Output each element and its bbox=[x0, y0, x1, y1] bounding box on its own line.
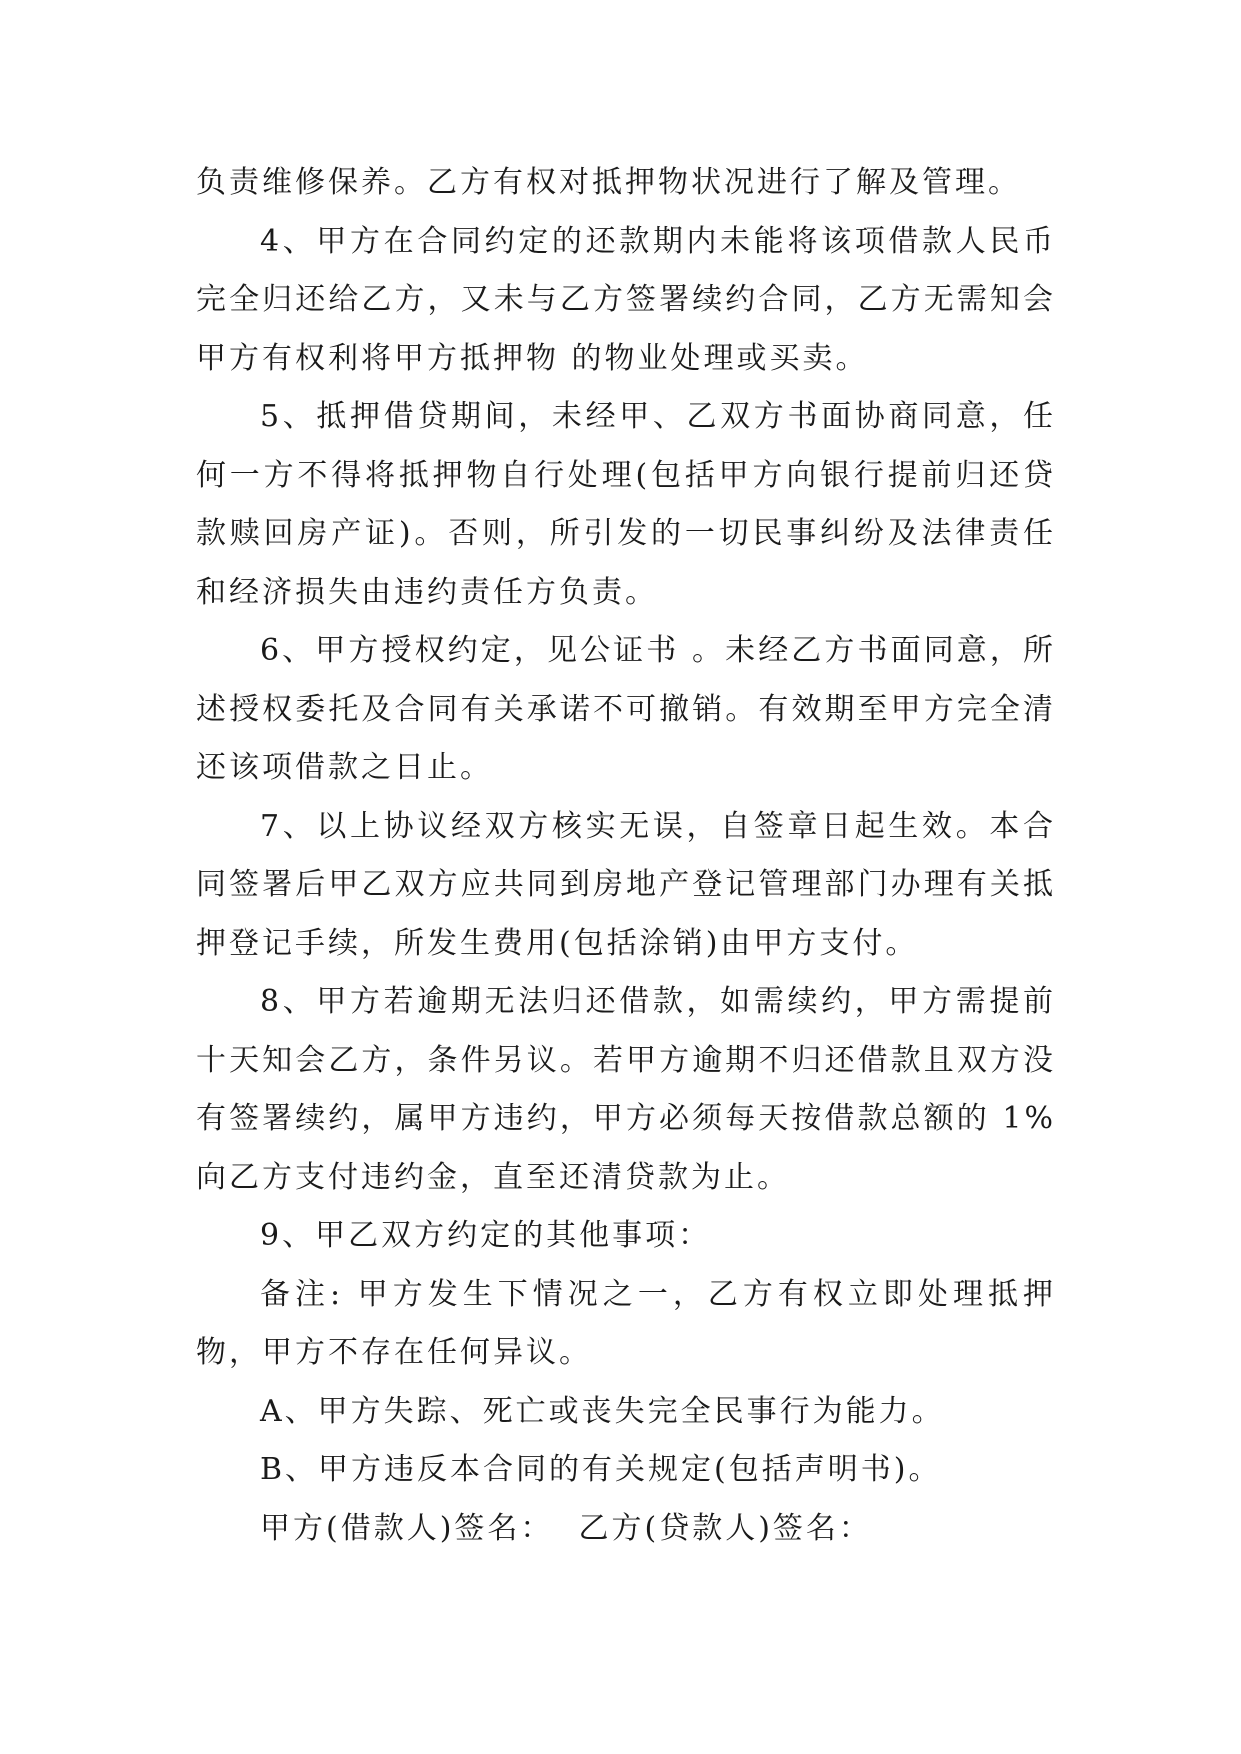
paragraph-condition-a: A、甲方失踪、死亡或丧失完全民事行为能力。 bbox=[260, 1393, 945, 1429]
paragraph-clause-6: 6、甲方授权约定，见公证书 。未经乙方书面同意，所述授权委托及合同有关承诺不可撤销。有效期至甲方完全清还该项借款之日止。 bbox=[196, 633, 1056, 785]
paragraph-clause-5: 5、抵押借贷期间，未经甲、乙双方书面协商同意，任何一方不得将抵押物自行处理(包括甲方向银行提前归还贷款赎回房产证)。否则，所引发的一切民事纠纷及法律责任和经济损失由违约责任方负责。 bbox=[196, 399, 1056, 610]
party-b-signature-label: 乙方(贷款人)签名： bbox=[578, 1510, 872, 1546]
paragraph-remarks: 备注: 甲方发生下情况之一，乙方有权立即处理抵押物，甲方不存在任何异议。 bbox=[196, 1276, 1056, 1370]
paragraph-clause-7: 7、以上协议经双方核实无误，自签章日起生效。本合同签署后甲乙双方应共同到房地产登记管理部门办理有关抵押登记手续，所发生费用(包括涂销)由甲方支付。 bbox=[196, 808, 1056, 961]
signature-row bbox=[196, 1500, 1056, 1559]
paragraph-condition-b: B、甲方违反本合同的有关规定(包括声明书)。 bbox=[260, 1452, 942, 1487]
paragraph-clause-8: 8、甲方若逾期无法归还借款，如需续约，甲方需提前十天知会乙方，条件另议。若甲方逾期不归还借款且双方没有签署续约，属甲方违约，甲方必须每天按借款总额的 1%向乙方支付违约金，直至还清贷款为止。 bbox=[196, 984, 1056, 1195]
paragraph-clause-4: 4、甲方在合同约定的还款期内未能将该项借款人民币完全归还给乙方，又未与乙方签署续约合同，乙方无需知会甲方有权利将甲方抵押物 的物业处理或买卖。 bbox=[196, 223, 1056, 376]
party-a-signature-label: 甲方(借款人)签名： bbox=[260, 1510, 554, 1546]
paragraph-maintenance: 负责维修保养。乙方有权对抵押物状况进行了解及管理。 bbox=[196, 165, 1021, 200]
paragraph-clause-9: 9、甲乙双方约定的其他事项： bbox=[260, 1218, 712, 1253]
contract-body bbox=[196, 154, 1056, 1558]
